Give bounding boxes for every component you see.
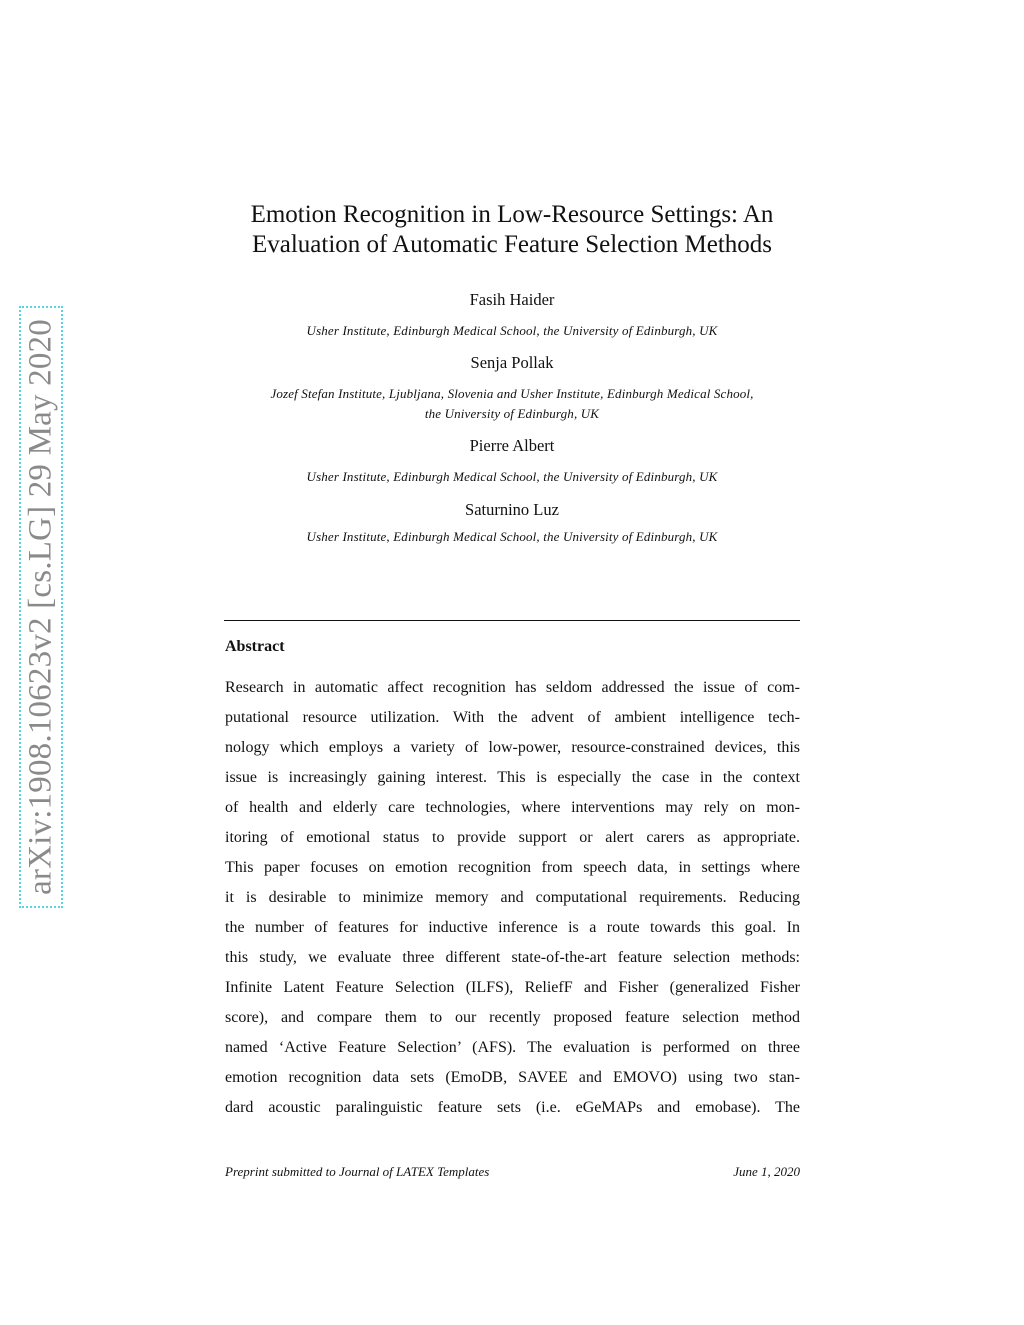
- preprint-notice: Preprint submitted to Journal of LATEX Templates: [225, 1164, 490, 1179]
- author-name: Fasih Haider: [469, 290, 555, 309]
- abstract-line: Research in automatic affect recognition has seldom addressed the issue of com-: [225, 679, 800, 696]
- abstract-line: putational resource utilization. With the advent of ambient intelligence tech-: [225, 709, 800, 726]
- author-name: Pierre Albert: [469, 436, 555, 455]
- abstract-line: of health and elderly care technologies, where interventions may rely on mon-: [225, 799, 800, 816]
- abstract-line: emotion recognition data sets (EmoDB, SAVEE and EMOVO) using two stan-: [225, 1069, 800, 1086]
- title-line-2: Evaluation of Automatic Feature Selection Methods: [251, 231, 773, 258]
- abstract-line: score), and compare them to our recently proposed feature selection method: [225, 1009, 800, 1026]
- abstract-line: Infinite Latent Feature Selection (ILFS), ReliefF and Fisher (generalized Fisher: [225, 979, 800, 996]
- abstract-line: itoring of emotional status to provide support or alert carers as appropriate.: [225, 829, 800, 846]
- title-line-1: Emotion Recognition in Low-Resource Settings: An: [250, 201, 774, 228]
- abstract-line: it is desirable to minimize memory and computational requirements. Reducing: [225, 889, 800, 906]
- author-affiliation: Usher Institute, Edinburgh Medical School, the University of Edinburgh, UK: [306, 469, 718, 484]
- abstract-line: dard acoustic paralinguistic feature sets (i.e. eGeMAPs and emobase). The: [225, 1099, 800, 1116]
- author-name: Senja Pollak: [470, 353, 554, 372]
- author-affiliation: Jozef Stefan Institute, Ljubljana, Slovenia and Usher Institute, Edinburgh Medical School,: [270, 386, 754, 401]
- author-affiliation-line-2: the University of Edinburgh, UK: [424, 406, 600, 421]
- abstract-divider: [224, 620, 800, 621]
- submission-date: June 1, 2020: [733, 1164, 800, 1179]
- author-name: Saturnino Luz: [465, 500, 559, 519]
- abstract-line: this study, we evaluate three different state-of-the-art feature selection methods:: [225, 949, 800, 966]
- author-affiliation: Usher Institute, Edinburgh Medical School, the University of Edinburgh, UK: [306, 529, 718, 544]
- abstract-body: [225, 676, 800, 1126]
- abstract-line: This paper focuses on emotion recognition from speech data, in settings where: [225, 859, 800, 876]
- abstract-line: issue is increasingly gaining interest. This is especially the case in the context: [225, 769, 800, 786]
- abstract-line: named ‘Active Feature Selection’ (AFS). The evaluation is performed on three: [225, 1039, 800, 1056]
- paper-title: [180, 200, 844, 260]
- abstract-heading: Abstract: [225, 638, 285, 655]
- abstract-line: nology which employs a variety of low-power, resource-constrained devices, this: [225, 739, 800, 756]
- author-affiliation: Usher Institute, Edinburgh Medical School, the University of Edinburgh, UK: [306, 323, 718, 338]
- arxiv-identifier: arXiv:1908.10623v2 [cs.LG] 29 May 2020: [22, 319, 59, 895]
- abstract-line: the number of features for inductive inference is a route towards this goal. In: [225, 919, 800, 936]
